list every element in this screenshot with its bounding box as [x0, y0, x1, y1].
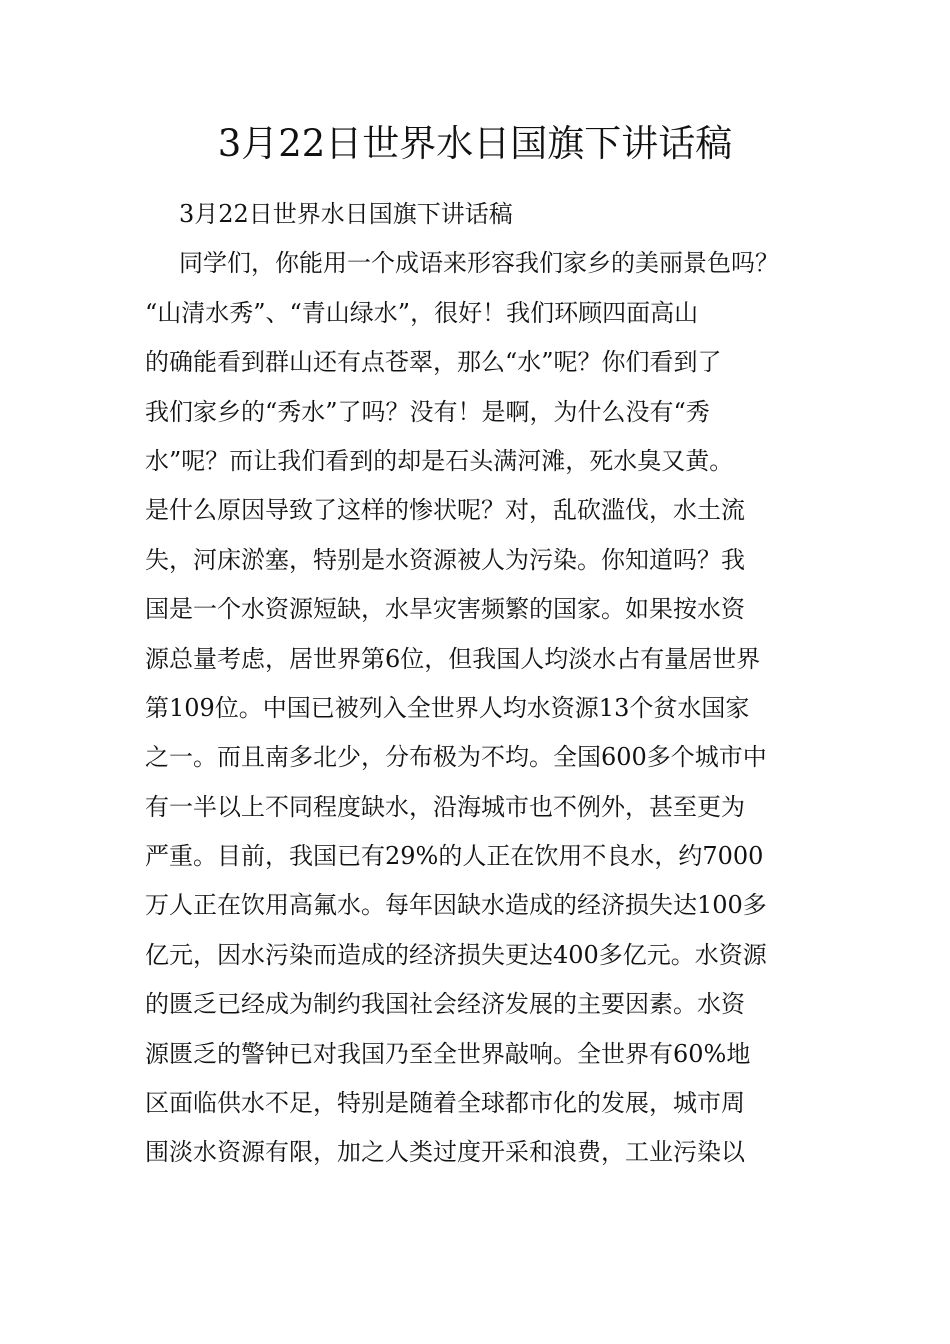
- body-line: 水”呢？而让我们看到的却是石头满河滩，死水臭又黄。: [145, 446, 734, 475]
- body-line: 区面临供水不足，特别是随着全球都市化的发展，城市周: [145, 1089, 745, 1118]
- body-line: “山清水秀”、“青山绿水”，很好！我们环顾四面高山: [145, 298, 699, 327]
- body-line: 是什么原因导致了这样的惨状呢？对，乱砍滥伐，水土流: [145, 496, 745, 525]
- body-line: 国是一个水资源短缺，水旱灾害频繁的国家。如果按水资: [145, 595, 745, 624]
- body-line: 源总量考虑，居世界第6位，但我国人均淡水占有量居世界: [145, 644, 761, 673]
- body-line: 万人正在饮用高氟水。每年因缺水造成的经济损失达100多: [145, 891, 767, 920]
- body-line: 我们家乡的“秀水”了吗？没有！是啊，为什么没有“秀: [145, 397, 710, 426]
- body-line: 失，河床淤塞，特别是水资源被人为污染。你知道吗？我: [145, 545, 745, 574]
- body-line: 同学们，你能用一个成语来形容我们家乡的美丽景色吗？: [179, 249, 779, 278]
- document-body: [145, 190, 817, 1178]
- document-title: 3月22日世界水日国旗下讲话稿: [217, 122, 733, 165]
- body-line: 有一半以上不同程度缺水，沿海城市也不例外，甚至更为: [145, 792, 745, 821]
- body-line: 亿元，因水污染而造成的经济损失更达400多亿元。水资源: [145, 940, 767, 969]
- body-line: 的匮乏已经成为制约我国社会经济发展的主要因素。水资: [145, 990, 745, 1019]
- body-line: 源匮乏的警钟已对我国乃至全世界敲响。全世界有60%地: [145, 1039, 751, 1068]
- body-line: 的确能看到群山还有点苍翠，那么“水”呢？你们看到了: [145, 348, 722, 377]
- document-subtitle: 3月22日世界水日国旗下讲话稿: [179, 200, 513, 228]
- body-line: 之一。而且南多北少，分布极为不均。全国600多个城市中: [145, 743, 767, 772]
- body-line: 第109位。中国已被列入全世界人均水资源13个贫水国家: [145, 693, 750, 722]
- body-line: 围淡水资源有限，加之人类过度开采和浪费，工业污染以: [145, 1138, 745, 1167]
- body-line: 严重。目前，我国已有29%的人正在饮用不良水，约7000: [145, 842, 764, 871]
